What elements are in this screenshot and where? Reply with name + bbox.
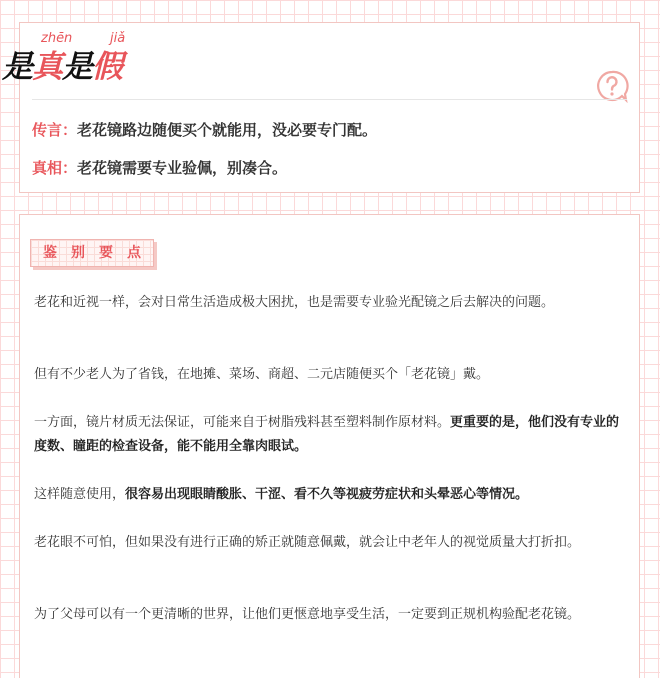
page-title (2, 49, 122, 85)
paragraph-6: 为了父母可以有一个更清晰的世界，让他们更惬意地享受生活，一定要到正规机构验配老花镜。 (34, 607, 581, 622)
myth-header-card (2, 22, 640, 193)
badge-char-4: 点 (127, 245, 141, 261)
title-char-1: 是 (2, 49, 32, 85)
paragraph-2: 但有不少老人为了省钱，在地摊、菜场、商超、二元店随便买个「老花镜」戴。 (34, 367, 490, 382)
paragraph-1: 老花和近视一样，会对日常生活造成极大困扰，也是需要专业验光配镜之后去解决的问题。 (34, 295, 555, 310)
paragraph-3-emphasis: 更重要的是，他们没有专业的度数、瞳距的检查设备，能不能用全靠肉眼试。 (34, 415, 620, 454)
title-char-3: 是 (62, 49, 92, 85)
badge-char-2: 别 (71, 245, 85, 261)
title-block (2, 31, 126, 85)
title-char-4: 假 (92, 49, 122, 85)
rumor-text: 老花镜路边随便买个就能用，没必要专门配。 (77, 121, 378, 139)
badge-char-3: 要 (99, 245, 113, 261)
article-card (19, 214, 640, 678)
paragraph-5: 老花眼不可怕，但如果没有进行正确的矫正就随意佩戴，就会让中老年人的视觉质量大打折扣。 (34, 535, 581, 550)
paragraph-4 (34, 483, 630, 507)
badge-char-1: 鉴 (43, 245, 57, 261)
truth-line (32, 157, 287, 178)
header-divider (32, 99, 627, 100)
pinyin-jia: jiǎ (110, 31, 126, 46)
title-char-2: 真 (32, 49, 62, 85)
pinyin-zhen: zhēn (41, 31, 73, 46)
rumor-label: 传言： (32, 121, 78, 139)
section-badge (30, 239, 154, 267)
truth-text: 老花镜需要专业验佩，别凑合。 (77, 159, 288, 177)
rumor-line (32, 119, 377, 140)
truth-label: 真相： (32, 159, 78, 177)
paragraph-3 (34, 411, 630, 459)
question-bubble-icon (595, 69, 629, 103)
paragraph-3-text: 一方面，镜片材质无法保证，可能来自于树脂残料甚至塑料制作原材料。 (34, 415, 451, 430)
paragraph-4-emphasis: 很容易出现眼睛酸胀、干涩、看不久等视疲劳症状和头晕恶心等情况。 (125, 487, 529, 502)
paragraph-4-text: 这样随意使用， (34, 487, 126, 502)
